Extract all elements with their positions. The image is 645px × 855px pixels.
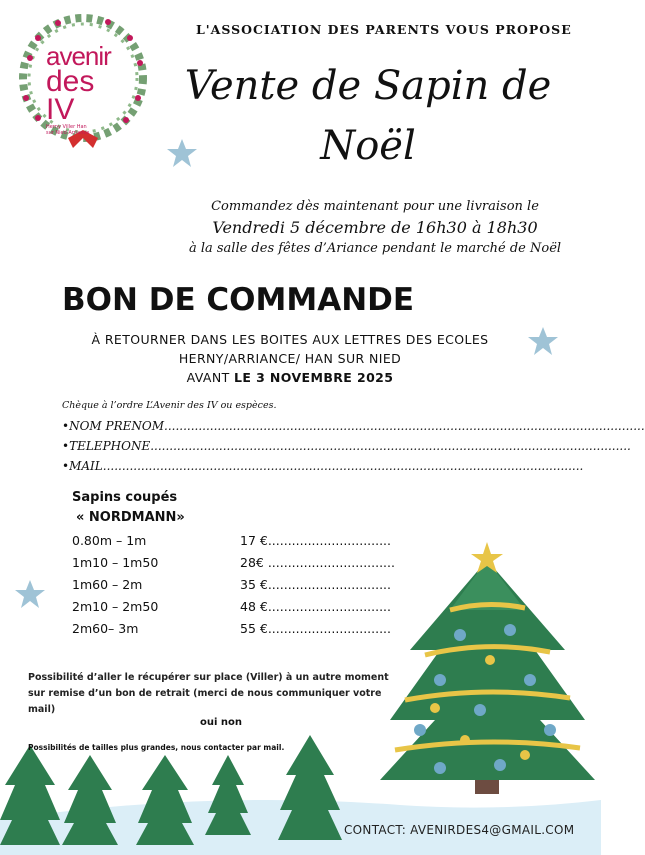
trees-variety: « NORDMANN» (76, 510, 185, 525)
logo-line1: avenir (46, 41, 111, 71)
price-list (72, 530, 395, 640)
trees-heading (72, 488, 185, 528)
page-title: Vente de Sapin de Noël (184, 63, 552, 169)
star-icon (166, 138, 198, 168)
christmas-tree-illustration (380, 540, 595, 800)
return-line1: À RETOURNER DANS LES BOITES AUX LETTRES DES ECOLES (91, 332, 489, 347)
logo-line2: des IV (46, 65, 95, 126)
association-logo (8, 8, 158, 158)
price-row[interactable]: 0.80m – 1m 17 €............................... (72, 533, 392, 548)
intro-text (170, 196, 580, 259)
star-icon (14, 578, 46, 610)
logo-subtext: Herny Viller Han sur Nied Arriance (46, 124, 90, 136)
field-mail[interactable]: • MAIL .............................................................................................................................. (62, 456, 522, 476)
payment-note: Chèque à l’ordre L’Avenir des IV ou espèces. (62, 400, 277, 411)
contact-email[interactable]: CONTACT: AVENIRDES4@GMAIL.COM (344, 823, 575, 837)
return-line2: HERNY/ARRIANCE/ HAN SUR NIED (178, 351, 402, 366)
intro-line3: à la salle des fêtes d’Ariance pendant le marché de Noël (188, 241, 562, 256)
trees-title: Sapins coupés (72, 490, 178, 505)
intro-line1: Commandez dès maintenant pour une livraison le (211, 199, 539, 214)
bullet-icon: • (62, 459, 70, 473)
intro-date: Vendredi 5 décembre de 16h30 à 18h30 (212, 218, 538, 237)
return-line3 (40, 368, 540, 387)
price-row[interactable]: 1m10 – 1m50 28€ ................................ (72, 555, 395, 570)
form-fields (62, 416, 645, 476)
return-instructions (40, 330, 540, 387)
larger-sizes-note: Possibilités de tailles plus grandes, nous contacter par mail. (28, 743, 285, 752)
field-name[interactable]: • NOM PRENOM .............................................................................................................................. (62, 416, 522, 436)
return-before: AVANT (186, 370, 235, 385)
order-form-title: BON DE COMMANDE (62, 282, 415, 318)
yes-no-choice[interactable]: oui non (200, 717, 243, 728)
price-row[interactable]: 2m60– 3m 55 €............................... (72, 621, 392, 636)
price-row[interactable]: 2m10 – 2m50 48 €............................... (72, 599, 392, 614)
price-row[interactable]: 1m60 – 2m 35 €............................... (72, 577, 392, 592)
bullet-icon: • (62, 439, 70, 453)
header-line: L'ASSOCIATION DES PARENTS VOUS PROPOSE (196, 22, 572, 37)
return-deadline: LE 3 NOVEMBRE 2025 (234, 370, 394, 385)
bullet-icon: • (62, 419, 70, 433)
small-trees-illustration (0, 735, 360, 850)
pickup-note: Possibilité d’aller le récupérer sur place (Viller) à un autre moment sur remise d’un bon de retrait (merci de nous communiquer votre mail) (28, 672, 389, 715)
field-phone[interactable]: • TELEPHONE .............................................................................................................................. (62, 436, 522, 456)
